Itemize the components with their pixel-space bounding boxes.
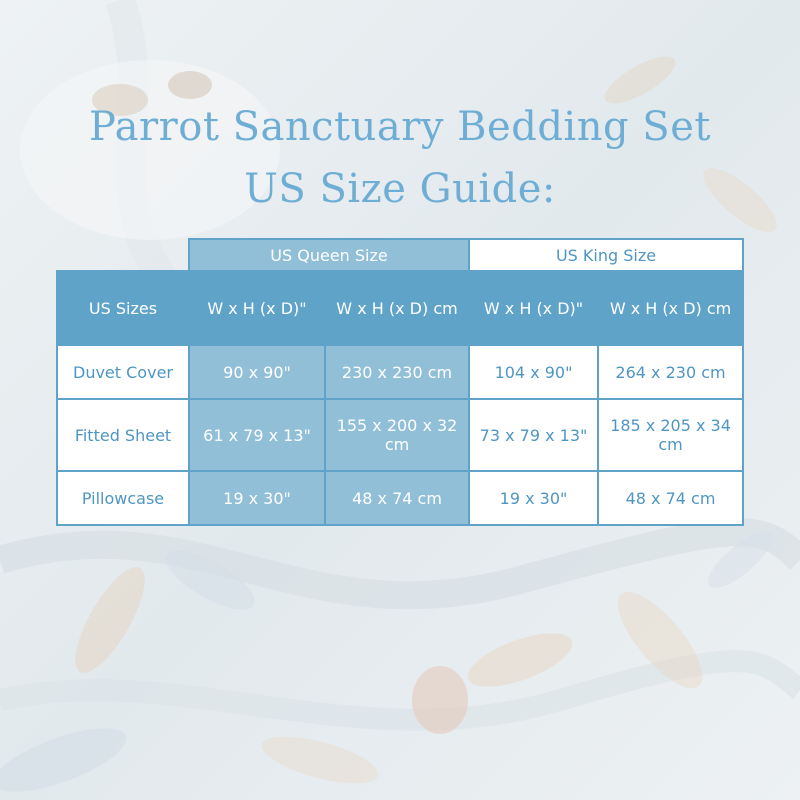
page-title — [0, 96, 800, 220]
queen-cm-cell: 230 x 230 cm — [325, 345, 469, 399]
row-label: Fitted Sheet — [57, 399, 189, 471]
table-row — [57, 399, 743, 471]
table-row — [57, 345, 743, 399]
queen-inches-cell: 61 x 79 x 13" — [189, 399, 325, 471]
header-us-sizes: US Sizes — [57, 271, 189, 345]
queen-inches-cell: 90 x 90" — [189, 345, 325, 399]
king-size-group-header: US King Size — [469, 239, 743, 271]
row-label: Duvet Cover — [57, 345, 189, 399]
header-queen-cm: W x H (x D) cm — [325, 271, 469, 345]
queen-cm-cell: 155 x 200 x 32 cm — [325, 399, 469, 471]
size-guide-table — [56, 238, 744, 526]
king-cm-cell: 48 x 74 cm — [598, 471, 743, 525]
queen-size-group-header: US Queen Size — [189, 239, 469, 271]
table-row — [57, 471, 743, 525]
header-king-cm: W x H (x D) cm — [598, 271, 743, 345]
king-inches-cell: 19 x 30" — [469, 471, 598, 525]
queen-cm-cell: 48 x 74 cm — [325, 471, 469, 525]
column-header-row — [57, 271, 743, 345]
header-queen-inches: W x H (x D)" — [189, 271, 325, 345]
blank-cell — [57, 239, 189, 271]
king-inches-cell: 104 x 90" — [469, 345, 598, 399]
king-cm-cell: 264 x 230 cm — [598, 345, 743, 399]
row-label: Pillowcase — [57, 471, 189, 525]
header-king-inches: W x H (x D)" — [469, 271, 598, 345]
king-inches-cell: 73 x 79 x 13" — [469, 399, 598, 471]
queen-inches-cell: 19 x 30" — [189, 471, 325, 525]
group-header-row — [57, 239, 743, 271]
title-line-1: Parrot Sanctuary Bedding Set — [89, 104, 711, 150]
king-cm-cell: 185 x 205 x 34 cm — [598, 399, 743, 471]
title-line-2: US Size Guide: — [244, 166, 556, 212]
